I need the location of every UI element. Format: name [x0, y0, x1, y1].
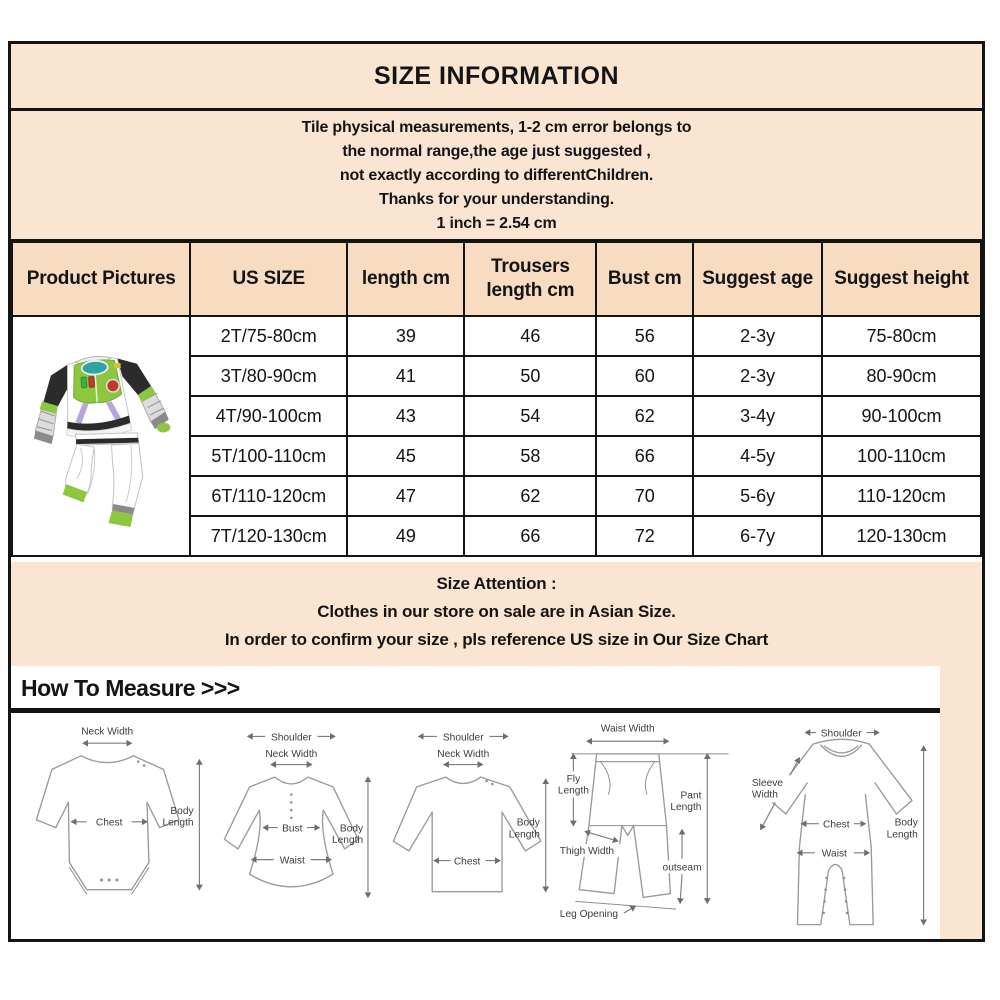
page-title: SIZE INFORMATION: [373, 61, 620, 90]
size-information-header: [11, 44, 982, 111]
label-pant-length: Pant Length: [670, 790, 702, 814]
label-shoulder: Shoulder: [442, 732, 484, 744]
label-chest: Chest: [822, 819, 850, 831]
size-chart-board: [8, 41, 985, 942]
label-body-length: Body Length: [162, 806, 194, 829]
size-attention-section: [11, 562, 982, 666]
col-header-trousers-length-cm: Trousers length cm: [464, 242, 596, 316]
cell-trousers-cm: 58: [464, 436, 596, 476]
cell-trousers-cm: 54: [464, 396, 596, 436]
cell-length-cm: 49: [347, 516, 464, 556]
label-shoulder: Shoulder: [270, 732, 312, 744]
notes-line: Thanks for your understanding.: [379, 191, 614, 208]
cell-suggest-age: 5-6y: [693, 476, 822, 516]
measure-diagrams-row: [11, 713, 944, 942]
cell-us-size: 5T/100-110cm: [190, 436, 347, 476]
attention-line: In order to confirm your size , pls reference US size in Our Size Chart: [224, 630, 769, 649]
how-to-measure-title: How To Measure >>>: [21, 675, 240, 701]
label-thigh-width: Thigh Width: [560, 845, 615, 857]
label-neck-width: Neck Width: [265, 748, 318, 760]
measure-diagram-bodysuit: [13, 717, 216, 942]
cell-bust-cm: 70: [596, 476, 693, 516]
pajama-pants: [61, 429, 145, 527]
measure-diagram-pants: [556, 717, 746, 942]
cell-suggest-height: 90-100cm: [822, 396, 981, 436]
label-waist-width: Waist Width: [601, 723, 655, 735]
cell-us-size: 6T/110-120cm: [190, 476, 347, 516]
label-waist: Waist: [279, 855, 305, 867]
attention-line: Size Attention :: [436, 574, 557, 593]
measure-diagram-romper: [749, 717, 942, 942]
label-neck-width: Neck Width: [81, 726, 134, 738]
notes-section: [11, 111, 982, 241]
cell-bust-cm: 56: [596, 316, 693, 356]
cell-length-cm: 47: [347, 476, 464, 516]
cell-trousers-cm: 62: [464, 476, 596, 516]
col-header-suggest-age: Suggest age: [693, 242, 822, 316]
notes-line: 1 inch = 2.54 cm: [436, 215, 557, 232]
cell-trousers-cm: 50: [464, 356, 596, 396]
cell-suggest-height: 120-130cm: [822, 516, 981, 556]
cell-suggest-age: 6-7y: [693, 516, 822, 556]
peach-side-strip: [940, 666, 982, 942]
cell-length-cm: 43: [347, 396, 464, 436]
buzz-lightyear-pajama-image: [21, 328, 181, 540]
col-header-product-pictures: Product Pictures: [12, 242, 190, 316]
cell-trousers-cm: 66: [464, 516, 596, 556]
col-header-length-cm: length cm: [347, 242, 464, 316]
col-header-bust-cm: Bust cm: [596, 242, 693, 316]
label-bust: Bust: [281, 823, 303, 835]
label-fly-length: Fly Length: [558, 774, 590, 797]
label-chest: Chest: [95, 817, 123, 829]
table-header-row: [12, 242, 981, 316]
cell-length-cm: 39: [347, 316, 464, 356]
cell-bust-cm: 72: [596, 516, 693, 556]
label-chest: Chest: [453, 856, 480, 868]
label-body-length: Body Length: [331, 823, 363, 847]
cell-us-size: 3T/80-90cm: [190, 356, 347, 396]
cell-bust-cm: 62: [596, 396, 693, 436]
cell-suggest-age: 3-4y: [693, 396, 822, 436]
notes-line: the normal range,the age just suggested ,: [342, 143, 651, 160]
label-waist: Waist: [821, 848, 847, 860]
attention-line: Clothes in our store on sale are in Asian Size.: [317, 602, 676, 621]
cell-length-cm: 41: [347, 356, 464, 396]
notes-line: not exactly according to differentChildren.: [339, 167, 654, 184]
cell-suggest-height: 110-120cm: [822, 476, 981, 516]
label-leg-opening: Leg Opening: [560, 908, 619, 920]
size-table: [11, 241, 982, 557]
cell-bust-cm: 66: [596, 436, 693, 476]
cell-trousers-cm: 46: [464, 316, 596, 356]
product-picture-cell: [12, 316, 190, 556]
cell-bust-cm: 60: [596, 356, 693, 396]
cell-suggest-age: 4-5y: [693, 436, 822, 476]
label-sleeve-width: Sleeve Width: [751, 777, 783, 801]
label-shoulder: Shoulder: [820, 728, 862, 740]
cell-suggest-age: 2-3y: [693, 356, 822, 396]
notes-line: Tile physical measurements, 1-2 cm error belongs to: [301, 119, 692, 136]
how-to-measure-section: [11, 666, 982, 942]
measure-diagram-shirt: [388, 717, 554, 942]
cell-us-size: 4T/90-100cm: [190, 396, 347, 436]
cell-suggest-height: 75-80cm: [822, 316, 981, 356]
cell-us-size: 2T/75-80cm: [190, 316, 347, 356]
cell-suggest-height: 80-90cm: [822, 356, 981, 396]
cell-suggest-age: 2-3y: [693, 316, 822, 356]
label-body-length: Body Length: [886, 817, 918, 841]
label-body-length: Body Length: [508, 817, 540, 841]
col-header-us-size: US SIZE: [190, 242, 347, 316]
label-neck-width: Neck Width: [436, 748, 489, 760]
table-row: [12, 316, 981, 356]
cell-length-cm: 45: [347, 436, 464, 476]
measure-diagram-dress: [219, 717, 385, 942]
pajama-top: [29, 351, 171, 445]
cell-suggest-height: 100-110cm: [822, 436, 981, 476]
cell-us-size: 7T/120-130cm: [190, 516, 347, 556]
col-header-suggest-height: Suggest height: [822, 242, 981, 316]
label-outseam: outseam: [662, 862, 702, 874]
